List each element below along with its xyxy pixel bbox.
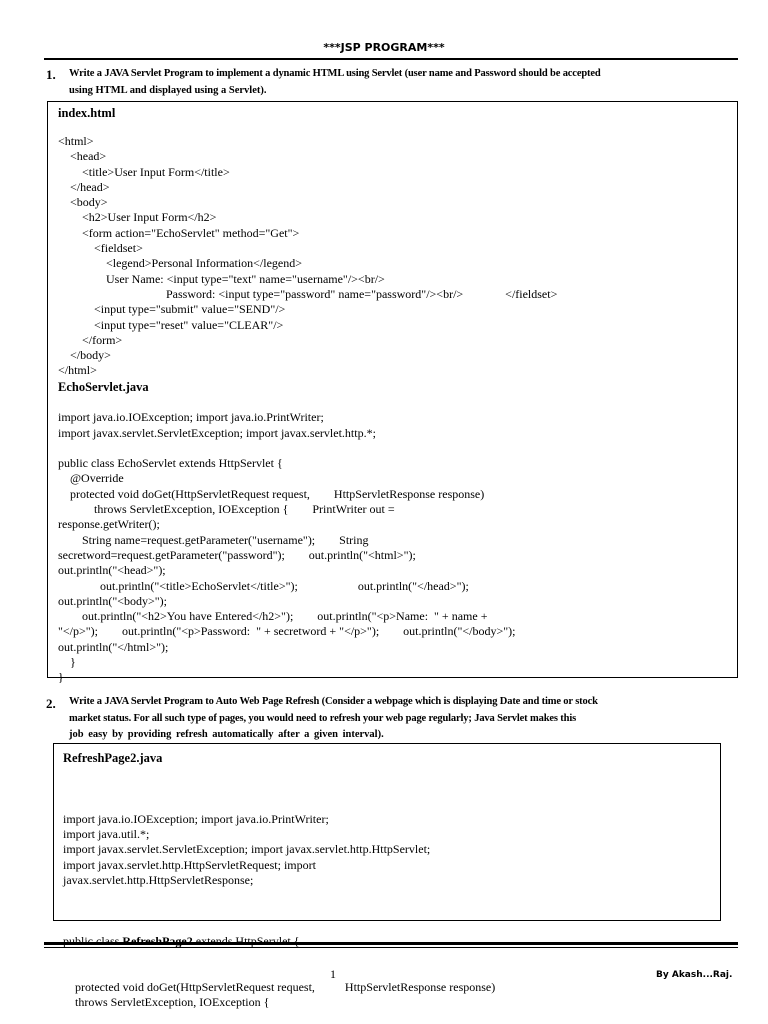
code-line: <form action="EchoServlet" method="Get"> xyxy=(58,225,300,240)
code-line: protected void doGet(HttpServletRequest request, HttpServletResponse response) xyxy=(58,486,485,501)
code-line: out.println("<head>"); xyxy=(58,563,166,578)
question-2-number: 2. xyxy=(46,696,56,711)
code-line xyxy=(63,797,495,812)
code-line: </body> xyxy=(58,348,111,363)
code-line: <h2>User Input Form</h2> xyxy=(58,210,217,225)
page-title: ***JSP PROGRAM*** xyxy=(323,41,445,54)
code-line: import javax.servlet.ServletException; import javax.servlet.http.*; xyxy=(58,425,376,440)
code-line: <title>User Input Form</title> xyxy=(58,164,230,179)
top-rule xyxy=(44,58,738,60)
code-line: throws ServletException, IOException { xyxy=(63,995,270,1010)
code-line xyxy=(58,441,516,456)
code-line: import javax.servlet.ServletException; import javax.servlet.http.HttpServlet; xyxy=(63,842,431,857)
page-number: 1 xyxy=(330,967,336,981)
code-line: } xyxy=(58,670,64,685)
code-line: protected void doGet(HttpServletRequest request, HttpServletResponse response) xyxy=(63,980,496,995)
code-line: response.getWriter(); xyxy=(58,517,160,532)
bottom-rule-thick xyxy=(44,942,738,945)
question-1-line-2: using HTML and displayed using a Servlet). xyxy=(69,84,267,96)
code-line: <input type="submit" value="SEND"/> xyxy=(58,302,286,317)
code-line: throws ServletException, IOException { PrintWriter out = xyxy=(58,502,395,517)
question-1-text xyxy=(69,66,737,99)
code-line: out.println("<title>EchoServlet</title>"); out.println("</head>"); xyxy=(58,578,469,593)
code-line: secretword=request.getParameter("password"); out.println("<html>"); xyxy=(58,547,416,562)
code-line: <input type="reset" value="CLEAR"/> xyxy=(58,317,284,332)
question-2-text xyxy=(69,694,737,744)
question-2-line-2: market status. For all such type of pages, you would need to refresh your web page regularly; Java Servlet makes this xyxy=(69,712,577,724)
code-line: javax.servlet.http.HttpServletResponse; xyxy=(63,873,254,888)
code-line: out.println("<body>"); xyxy=(58,593,167,608)
bottom-rule-thin xyxy=(44,947,738,948)
file-title-index-html: index.html xyxy=(58,106,116,120)
code-line: </html> xyxy=(58,363,97,378)
code-line: Password: <input type="password" name="password"/><br/> </fieldset> xyxy=(58,286,558,301)
code-line: import java.io.IOException; import java.io.PrintWriter; xyxy=(63,811,329,826)
code-line: String name=request.getParameter("username"); String xyxy=(58,532,369,547)
code-line: <legend>Personal Information</legend> xyxy=(58,256,303,271)
code-line: <fieldset> xyxy=(58,241,143,256)
code-line: "</p>"); out.println("<p>Password: " + secretword + "</p>"); out.println("</body>"); xyxy=(58,624,516,639)
file-title-refreshpage2: RefreshPage2.java xyxy=(63,751,163,765)
code-line: @Override xyxy=(58,471,124,486)
code-line: import java.util.*; xyxy=(63,827,150,842)
question-1-number: 1. xyxy=(46,67,56,82)
code-line: public class EchoServlet extends HttpServlet { xyxy=(58,456,283,471)
code-line: <body> xyxy=(58,195,108,210)
code-line xyxy=(58,395,516,410)
question-2-line-3: job easy by providing refresh automatically after a given interval). xyxy=(69,729,384,740)
author-credit: By Akash...Raj. xyxy=(656,970,733,980)
code-line: <html> xyxy=(58,134,94,148)
code-block-refreshpage2 xyxy=(63,766,495,1024)
code-line: } xyxy=(58,655,76,670)
code-block-index-html xyxy=(58,134,557,379)
code-line: User Name: <input type="text" name="username"/><br/> xyxy=(58,271,385,286)
code-line: import javax.servlet.http.HttpServletRequest; import xyxy=(63,857,316,872)
question-2-line-1: Write a JAVA Servlet Program to Auto Web Page Refresh (Consider a webpage which is displaying Date and time or stock xyxy=(69,696,598,707)
question-1-line-1: Write a JAVA Servlet Program to implement a dynamic HTML using Servlet (user name and Password should be accepted xyxy=(69,68,601,79)
code-line: </form> xyxy=(58,332,123,347)
code-line xyxy=(63,888,495,903)
code-block-echoservlet xyxy=(58,395,516,686)
code-line: </head> xyxy=(58,179,110,194)
code-line: out.println("<h2>You have Entered</h2>"); out.println("<p>Name: " + name + xyxy=(58,609,488,624)
code-line: import java.io.IOException; import java.io.PrintWriter; xyxy=(58,410,324,425)
code-line: <head> xyxy=(58,149,107,164)
code-line: out.println("</html>"); xyxy=(58,639,169,654)
file-title-echoservlet: EchoServlet.java xyxy=(58,380,149,394)
